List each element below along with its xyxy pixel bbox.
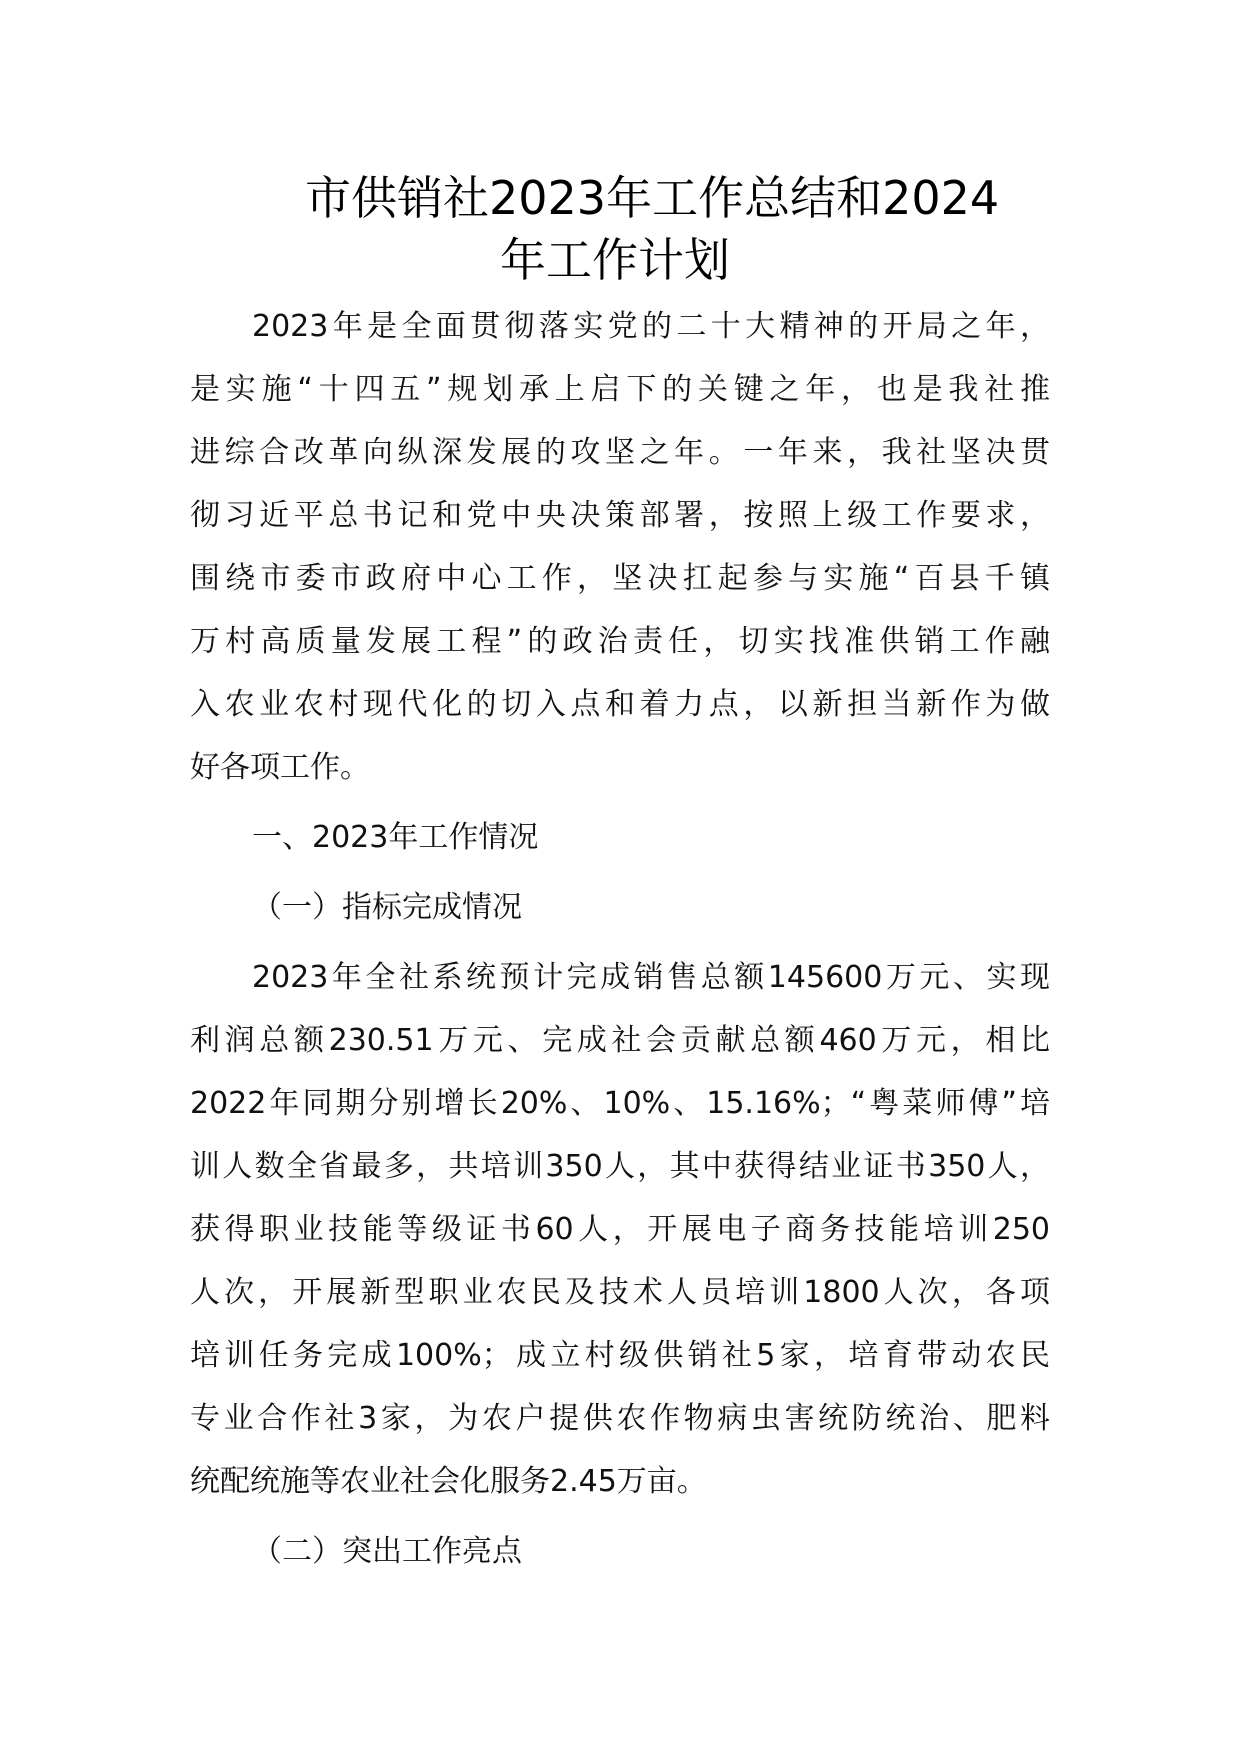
paragraph-line: 2022年同期分别增长20%、10%、15.16%；“粤菜师傅”培 bbox=[190, 1086, 1050, 1121]
paragraph-line: 培训任务完成100%；成立村级供销社5家，培育带动农民 bbox=[190, 1338, 1050, 1373]
paragraph-line: 获得职业技能等级证书60人，开展电子商务技能培训250 bbox=[190, 1212, 1050, 1247]
paragraph-line: 好各项工作。 bbox=[190, 750, 370, 785]
paragraph-line: 2023年是全面贯彻落实党的二十大精神的开局之年， bbox=[252, 309, 1050, 344]
document-title-line-1: 市供销社2023年工作总结和2024 bbox=[305, 171, 1000, 225]
subsection-heading-1: （一）指标完成情况 bbox=[252, 890, 522, 925]
paragraph-line: 是实施“十四五”规划承上启下的关键之年，也是我社推 bbox=[190, 372, 1050, 407]
paragraph-line: 围绕市委市政府中心工作，坚决扛起参与实施“百县千镇 bbox=[190, 561, 1050, 596]
paragraph-line: 进综合改革向纵深发展的攻坚之年。一年来，我社坚决贯 bbox=[190, 435, 1050, 470]
section-heading-1: 一、2023年工作情况 bbox=[252, 820, 539, 855]
paragraph-line: 入农业农村现代化的切入点和着力点，以新担当新作为做 bbox=[190, 687, 1050, 722]
paragraph-line: 训人数全省最多，共培训350人，其中获得结业证书350人， bbox=[190, 1149, 1050, 1184]
paragraph-line: 专业合作社3家，为农户提供农作物病虫害统防统治、肥料 bbox=[190, 1401, 1050, 1436]
document-title-line-2: 年工作计划 bbox=[500, 233, 730, 287]
paragraph-line: 2023年全社系统预计完成销售总额145600万元、实现 bbox=[252, 960, 1050, 995]
paragraph-line: 人次，开展新型职业农民及技术人员培训1800人次，各项 bbox=[190, 1275, 1050, 1310]
paragraph-line: 统配统施等农业社会化服务2.45万亩。 bbox=[190, 1464, 707, 1499]
paragraph-line: 万村高质量发展工程”的政治责任，切实找准供销工作融 bbox=[190, 624, 1050, 659]
paragraph-line: 彻习近平总书记和党中央决策部署，按照上级工作要求， bbox=[190, 498, 1050, 533]
subsection-heading-2: （二）突出工作亮点 bbox=[252, 1534, 522, 1569]
paragraph-line: 利润总额230.51万元、完成社会贡献总额460万元，相比 bbox=[190, 1023, 1050, 1058]
